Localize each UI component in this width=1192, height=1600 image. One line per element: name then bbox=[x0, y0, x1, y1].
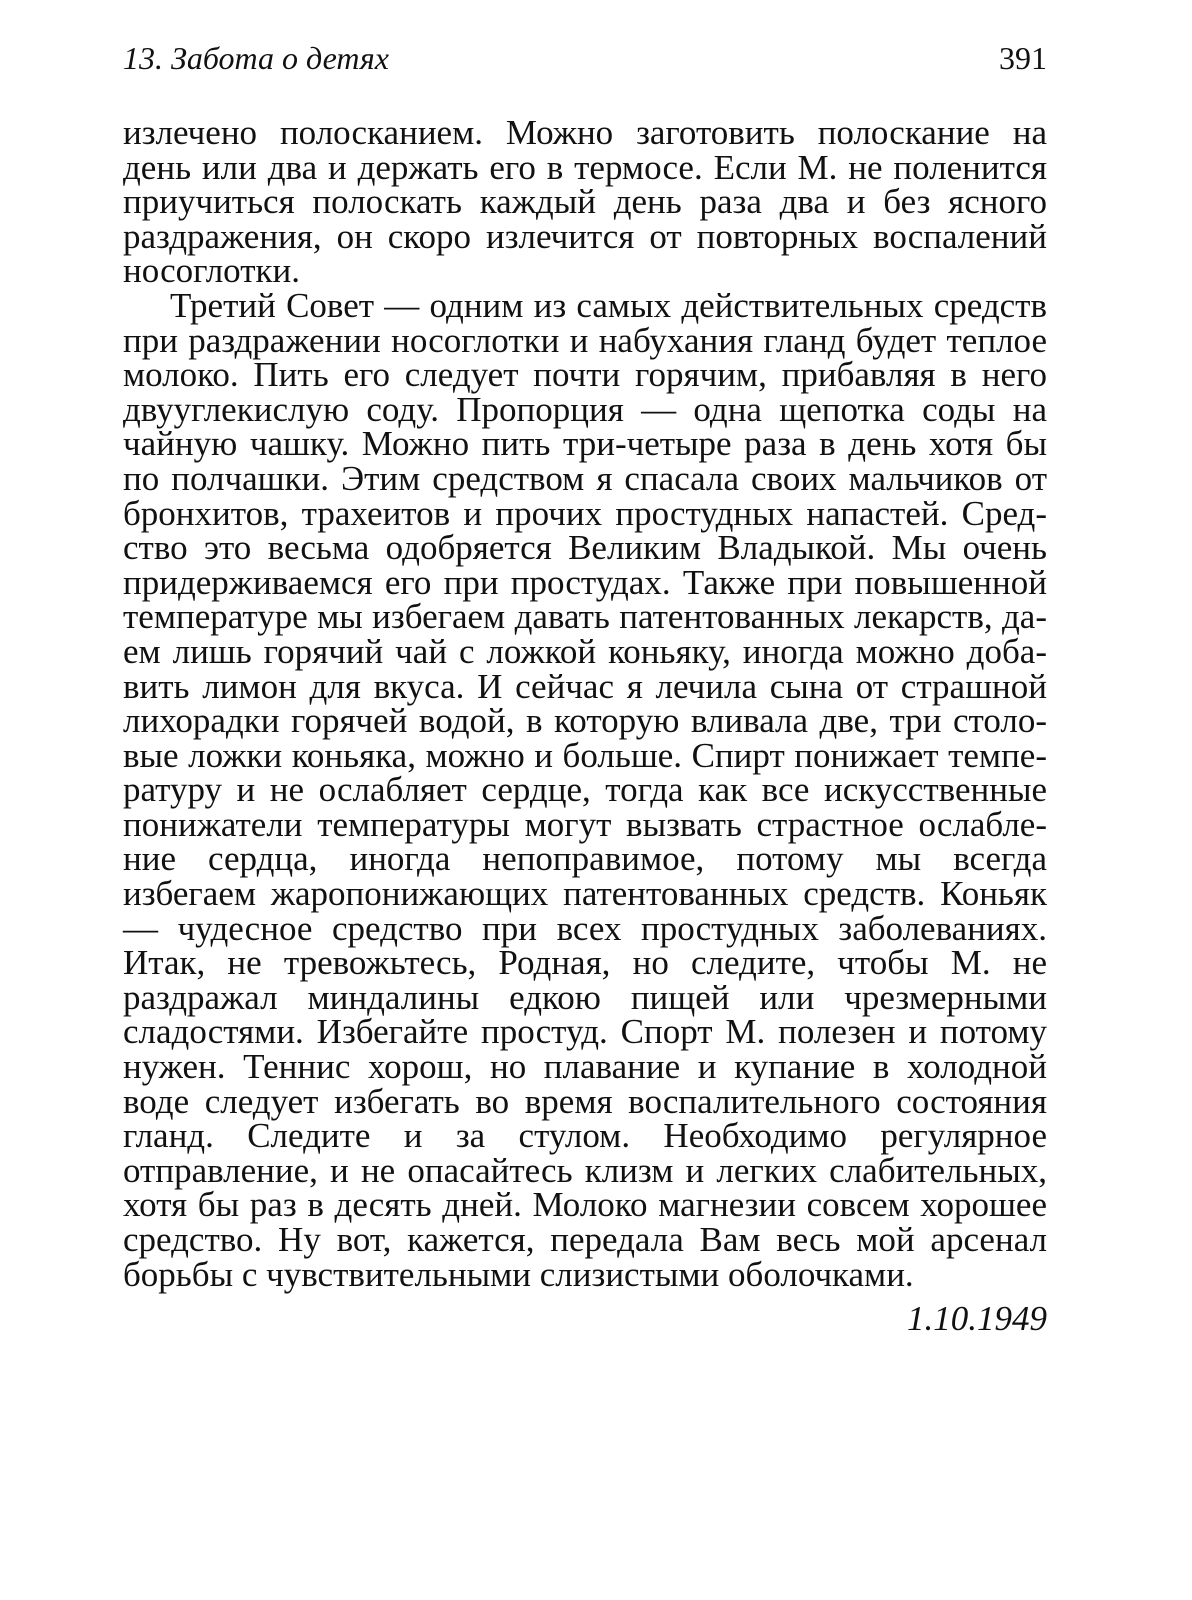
running-head bbox=[123, 38, 1047, 78]
page-number: 391 bbox=[999, 40, 1047, 76]
paragraph-third-advice: Третий Совет — одним из самых действительных средств при раздражении носоглотки и набухания гланд будет теплое молоко. Пить его следует почти горячим, прибавляя в него двууглекислую соду. Пропорция — одна щепотка соды на чайную чашку. Можно пить три-четыре раза в день хотя бы по полчашки. Этим средством я спасала своих мальчиков от бронхитов, трахеитов и прочих простудных напастей. Средство это весьма одобряется Великим Владыкой. Мы очень придерживаемся его при простудах. Также при повышенной температуре мы избегаем давать патентованных лекарств, даем лишь горячий чай с ложкой коньяку, иногда можно добавить лимон для вкуса. И сейчас я лечила сына от страшной лихорадки горячей водой, в которую вливала две, три столовые ложки коньяка, можно и больше. Спирт понижает температуру и не ослабляет сердце, тогда как все искусственные понижатели температуры могут вызвать страстное ослабление сердца, иногда непоправимое, потому мы всегда избегаем жаропонижающих патентованных средств. Коньяк — чудесное средство при всех простудных заболеваниях. Итак, не тревожьтесь, Родная, но следите, чтобы М. не раздражал миндалины едкою пищей или чрезмерными сладостями. Избегайте простуд. Спорт М. полезен и потому нужен. Теннис хорош, но плавание и купание в холодной воде следует избегать во время воспалительного состояния гланд. Следите и за стулом. Необходимо регулярное отправление, и не опасайтесь клизм и легких слабительных, хотя бы раз в десять дней. Молоко магнезии совсем хорошее средство. Ну вот, кажется, передала Вам весь мой арсенал борьбы с чувствительными слизистыми оболочками. bbox=[123, 285, 1047, 1294]
chapter-title: 13. Забота о детях bbox=[123, 40, 389, 76]
letter-date: 1.10.1949 bbox=[907, 1299, 1047, 1339]
paragraph-continued: излечено полосканием. Можно заготовить полоскание на день или два и держать его в термосе. Если М. не поленится приучиться полоскать каждый день раза два и без ясного раздражения, он скоро излечится от повторных воспалений носоглотки. bbox=[123, 113, 1047, 291]
body-text bbox=[123, 113, 1047, 1339]
